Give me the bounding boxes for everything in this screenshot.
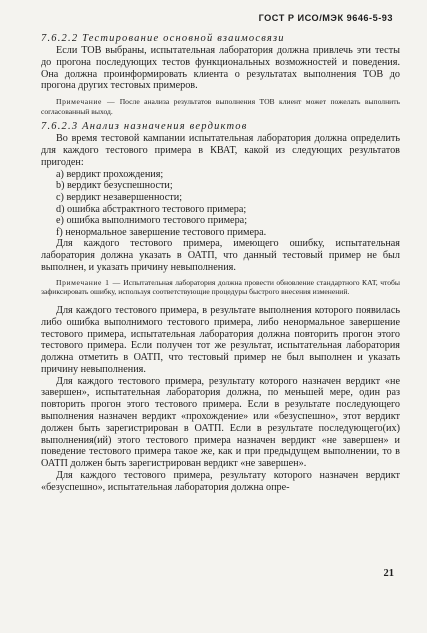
standard-code-header: ГОСТ Р ИСО/МЭК 9646-5-93 xyxy=(258,13,393,23)
list-item: a) вердикт прохождения; xyxy=(56,168,164,180)
paragraph-error-case: Для каждого тестового примера, имеющего ошибку, испытательная лаборатория должна указать в ОАТП, что данный тестовый пример не был выполнен, и указать причину невыполнения. xyxy=(41,238,400,273)
list-item: c) вердикт незавершенности; xyxy=(56,191,183,203)
page-body xyxy=(41,33,400,494)
section-heading-7-6-2-2: 7.6.2.2 Тестирование основной взаимосвязи xyxy=(41,33,285,44)
note-text: После анализа результатов выполнения ТОВ клиент может пожелать выполнить согласованный выход. xyxy=(41,97,400,116)
list-item: f) ненормальное завершение тестового примера. xyxy=(56,226,267,238)
list-item: b) вердикт безуспешности; xyxy=(56,180,173,192)
note-label: Примечание — xyxy=(56,97,116,107)
paragraph-fail: Для каждого тестового примера, результату которого назначен вердикт «безуспешно», испытательная лаборатория должна опре- xyxy=(41,470,400,493)
paragraph-tov-selection: Если ТОВ выбраны, испытательная лаборатория должна привлечь эти тесты до прогона последующих тестов функциональных возможностей и поведения. Она должна проинформировать клиента о результатах выполнения ТОВ до прогона других тестовых примеров. xyxy=(41,45,400,92)
verdict-list xyxy=(41,169,400,239)
page-number: 21 xyxy=(383,568,394,579)
list-item: e) ошибка выполнимого тестового примера; xyxy=(56,215,248,227)
note-1 xyxy=(41,278,400,297)
section-heading-7-6-2-3: 7.6.2.3 Анализ назначения вердиктов xyxy=(41,121,248,133)
paragraph-verdict-intro: Во время тестовой кампании испытательная лаборатория должна определить для каждого тестового примера в КВАТ, какой из следующих результатов пригоден: xyxy=(41,133,400,168)
paragraph-inconclusive: Для каждого тестового примера, результату которого назначен вердикт «не завершен», испытательная лаборатория должна, по меньшей мере, один раз повторить прогон этого тестового примера. Если в результате последующего выполнения назначен вердикт «прохождение» или «безуспешно», этот вердикт должен быть зарегистрирован в ОАТП. Если в результате последующего(их) выполнения(ий) этого тестового примера назначен вердикт «не завершен» и поведение тестового примера такое же, как и при предыдущем выполнении, то в ОАТП должен быть зарегистрирован вердикт «не завершен». xyxy=(41,375,400,470)
paragraph-rerun: Для каждого тестового примера, в результате выполнения которого появилась либо ошибка выполнимого тестового примера, либо ненормальное завершение тестового примера, испытательная лаборатория должна повторить прогон этого тестового примера. Если получен тот же результат, испытательная лаборатория должна отметить в ОАТП, что тестовый пример не был выполнен и указать причину невыполнения. xyxy=(41,304,400,375)
list-item: d) ошибка абстрактного тестового примера; xyxy=(56,203,247,215)
note-text: Испытательная лаборатория должна провести обновление стандартного КАТ, чтобы зафиксировать ошибку, используя соответствующие процедуры быстрого внесения изменений. xyxy=(41,277,400,297)
note-tov xyxy=(41,97,400,116)
note-label: Примечание 1 — xyxy=(56,277,121,287)
